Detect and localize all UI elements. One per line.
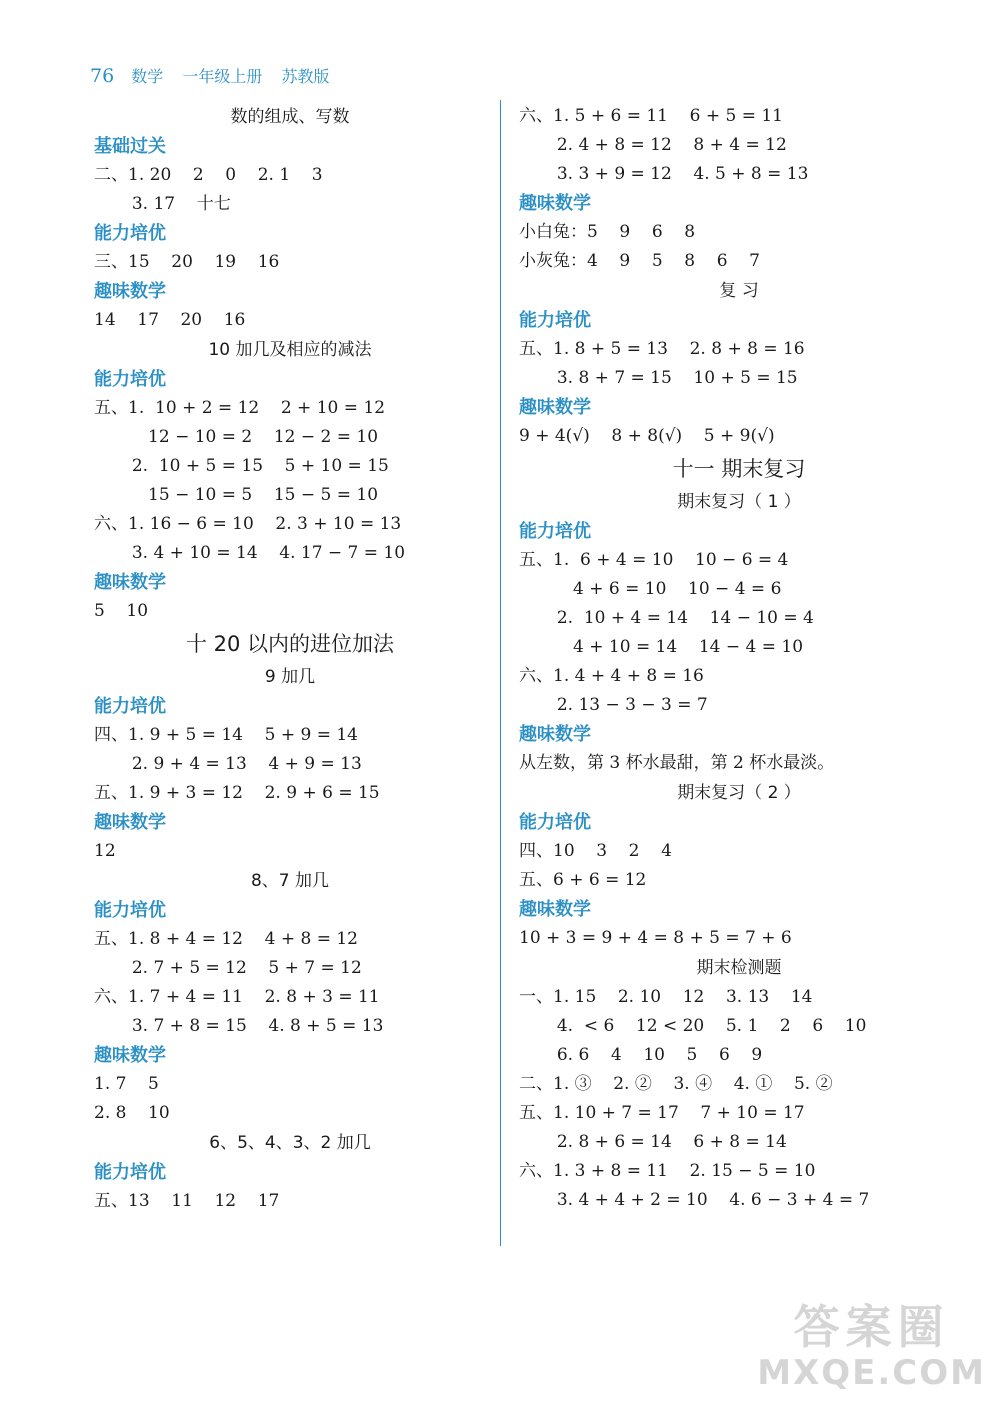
- left-section-title: 9 加几: [264, 667, 316, 687]
- right-answer-line: 六、1. 3 + 8 = 11 2. 15 − 5 = 10: [519, 1161, 816, 1181]
- right-answer-line: 10 + 3 = 9 + 4 = 8 + 5 = 7 + 6: [519, 928, 792, 948]
- right-section-label: 能力培优: [519, 812, 591, 833]
- left-section-title: 10 加几及相应的减法: [208, 340, 372, 360]
- right-answer-line: 五、1. 8 + 5 = 13 2. 8 + 8 = 16: [519, 339, 805, 359]
- left-section-label: 能力培优: [94, 696, 166, 717]
- right-answer-line: 4 + 6 = 10 10 − 4 = 6: [519, 579, 782, 599]
- left-column: [94, 102, 486, 1216]
- right-answer-line: 2. 8 + 6 = 14 6 + 8 = 14: [519, 1132, 787, 1152]
- left-answer-line: 2. 10 + 5 = 15 5 + 10 = 15: [94, 456, 389, 476]
- right-answer-line: 二、1. ③ 2. ② 3. ④ 4. ① 5. ②: [519, 1074, 833, 1094]
- left-answer-line: 四、1. 9 + 5 = 14 5 + 9 = 14: [94, 725, 358, 745]
- right-answer-line: 3. 8 + 7 = 15 10 + 5 = 15: [519, 368, 798, 388]
- left-answer-line: 五、1. 8 + 4 = 12 4 + 8 = 12: [94, 929, 358, 949]
- left-answer-line: 5 10: [94, 601, 149, 621]
- left-answer-line: 2. 8 10: [94, 1103, 170, 1123]
- left-answer-line: 五、1. 10 + 2 = 12 2 + 10 = 12: [94, 398, 386, 418]
- left-answer-line: 12: [94, 841, 116, 861]
- left-answer-line: 五、13 11 12 17: [94, 1191, 280, 1211]
- right-section-label: 能力培优: [519, 310, 591, 331]
- right-answer-line: 五、1. 10 + 7 = 17 7 + 10 = 17: [519, 1103, 805, 1123]
- right-section-label: 趣味数学: [519, 193, 591, 214]
- left-answer-line: 3. 17 十七: [94, 194, 231, 214]
- right-answer-line: 4 + 10 = 14 14 − 4 = 10: [519, 637, 804, 657]
- page-header: [90, 64, 344, 87]
- right-section-title: 期末复习（ 2 ）: [677, 783, 801, 803]
- left-answer-line: 14 17 20 16: [94, 310, 246, 330]
- left-answer-line: 3. 7 + 8 = 15 4. 8 + 5 = 13: [94, 1016, 384, 1036]
- right-section-label: 趣味数学: [519, 899, 591, 920]
- left-section-title: 8、7 加几: [250, 871, 330, 891]
- left-answer-line: 2. 9 + 4 = 13 4 + 9 = 13: [94, 754, 362, 774]
- left-section-label: 趣味数学: [94, 1045, 166, 1066]
- right-answer-line: 2. 10 + 4 = 14 14 − 10 = 4: [519, 608, 814, 628]
- left-section-label: 趣味数学: [94, 812, 166, 833]
- left-section-label: 趣味数学: [94, 572, 166, 593]
- left-answer-line: 3. 4 + 10 = 14 4. 17 − 7 = 10: [94, 543, 406, 563]
- right-section-label: 能力培优: [519, 521, 591, 542]
- left-answer-line: 六、1. 16 − 6 = 10 2. 3 + 10 = 13: [94, 514, 402, 534]
- left-section-label: 能力培优: [94, 900, 166, 921]
- right-answer-line: 六、1. 5 + 6 = 11 6 + 5 = 11: [519, 106, 783, 126]
- left-section-label: 基础过关: [94, 136, 166, 157]
- right-section-title: 复 习: [719, 281, 759, 301]
- right-column: [519, 102, 959, 1215]
- left-answer-line: 三、15 20 19 16: [94, 252, 280, 272]
- right-chapter-title: 十一 期末复习: [672, 457, 806, 481]
- right-section-label: 趣味数学: [519, 724, 591, 745]
- left-section-label: 能力培优: [94, 369, 166, 390]
- left-answer-line: 二、1. 20 2 0 2. 1 3: [94, 165, 323, 185]
- left-answer-line: 五、1. 9 + 3 = 12 2. 9 + 6 = 15: [94, 783, 380, 803]
- left-answer-line: 15 − 10 = 5 15 − 5 = 10: [94, 485, 379, 505]
- right-answer-line: 3. 3 + 9 = 12 4. 5 + 8 = 13: [519, 164, 809, 184]
- right-answer-line: 六、1. 4 + 4 + 8 = 16: [519, 666, 704, 686]
- left-answer-line: 1. 7 5: [94, 1074, 159, 1094]
- right-answer-line: 3. 4 + 4 + 2 = 10 4. 6 − 3 + 4 = 7: [519, 1190, 870, 1210]
- right-answer-line: 9 + 4(√) 8 + 8(√) 5 + 9(√): [519, 426, 775, 446]
- left-section-title: 数的组成、写数: [230, 107, 350, 127]
- right-answer-line: 小白兔：5 9 6 8: [519, 222, 696, 242]
- left-section-title: 6、5、4、3、2 加几: [209, 1133, 371, 1153]
- left-section-label: 能力培优: [94, 223, 166, 244]
- right-answer-line: 五、6 + 6 = 12: [519, 870, 647, 890]
- left-answer-line: 六、1. 7 + 4 = 11 2. 8 + 3 = 11: [94, 987, 380, 1007]
- right-answer-line: 五、1. 6 + 4 = 10 10 − 6 = 4: [519, 550, 789, 570]
- watermark-logo-text: 答案圈: [793, 1300, 950, 1354]
- watermark: [757, 1301, 986, 1393]
- right-section-label: 趣味数学: [519, 397, 591, 418]
- header-edition: 苏教版: [281, 67, 330, 86]
- column-divider: [500, 100, 501, 1246]
- right-answer-line: 小灰兔：4 9 5 8 6 7: [519, 251, 760, 271]
- left-section-label: 趣味数学: [94, 281, 166, 302]
- left-section-label: 能力培优: [94, 1162, 166, 1183]
- header-grade: 一年级上册: [182, 67, 263, 86]
- right-answer-line: 四、10 3 2 4: [519, 841, 672, 861]
- right-answer-line: 4. < 6 12 < 20 5. 1 2 6 10: [519, 1016, 867, 1036]
- left-chapter-title: 十 20 以内的进位加法: [185, 632, 395, 656]
- left-answer-line: 2. 7 + 5 = 12 5 + 7 = 12: [94, 958, 362, 978]
- page-number: 76: [90, 65, 115, 87]
- header-subject: 数学: [131, 67, 164, 86]
- right-section-title: 期末检测题: [696, 958, 782, 978]
- right-answer-line: 从左数，第 3 杯水最甜，第 2 杯水最淡。: [519, 753, 835, 773]
- right-section-title: 期末复习（ 1 ）: [677, 492, 801, 512]
- left-answer-line: 12 − 10 = 2 12 − 2 = 10: [94, 427, 379, 447]
- right-answer-line: 6. 6 4 10 5 6 9: [519, 1045, 763, 1065]
- right-answer-line: 2. 4 + 8 = 12 8 + 4 = 12: [519, 135, 787, 155]
- watermark-url: MXQE.COM: [757, 1353, 986, 1393]
- right-answer-line: 2. 13 − 3 − 3 = 7: [519, 695, 708, 715]
- right-answer-line: 一、1. 15 2. 10 12 3. 13 14: [519, 987, 813, 1007]
